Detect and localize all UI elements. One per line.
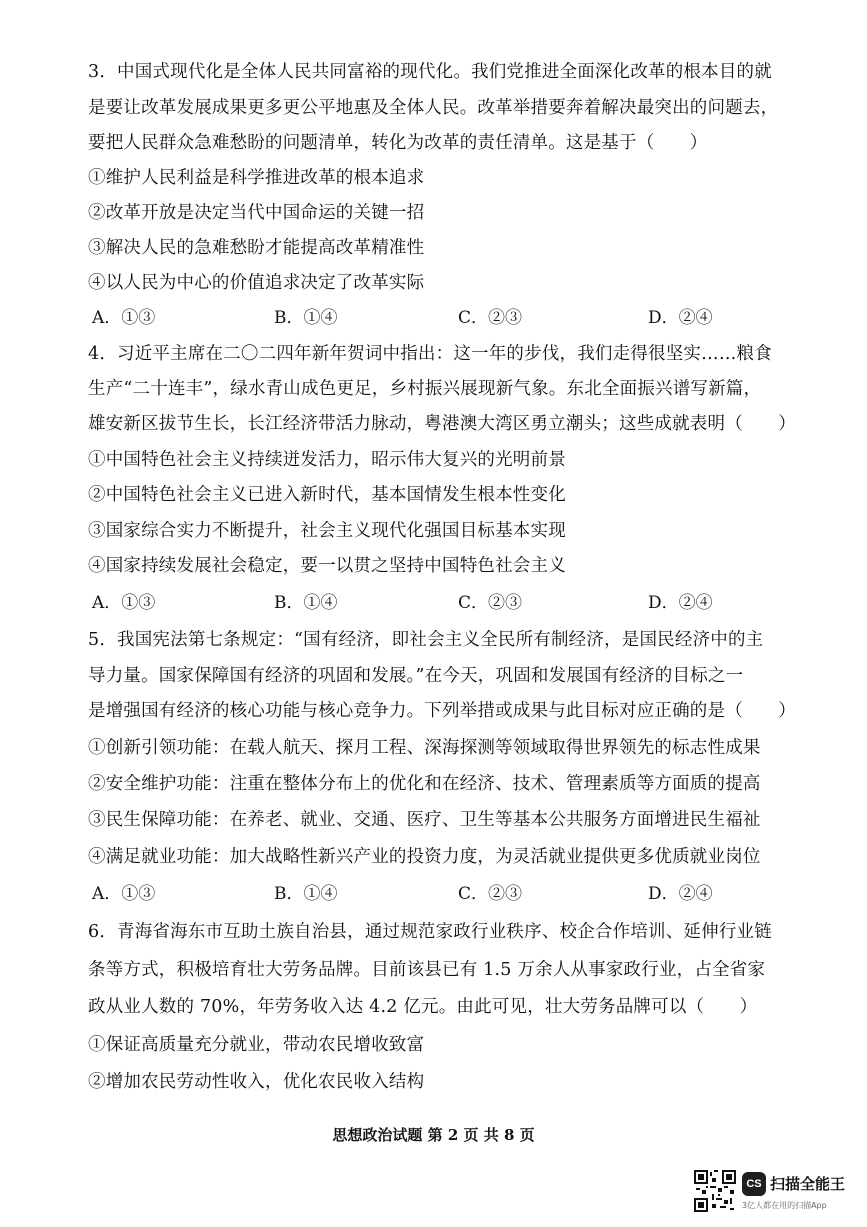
q5-item-3: ③民生保障功能：在养老、就业、交通、医疗、卫生等基本公共服务方面增进民生福祉 xyxy=(88,810,761,830)
q4-option-d: D．②④ xyxy=(648,593,713,613)
q3-stem-line-2: 是要让改革发展成果更多更公平地惠及全体人民。改革举措要奔着解决最突出的问题去， xyxy=(88,98,779,118)
scanner-watermark xyxy=(694,1170,854,1218)
q4-options xyxy=(88,591,808,615)
q3-stem-line-3: 要把人民群众急难愁盼的问题清单，转化为改革的责任清单。这是基于（ ） xyxy=(88,133,708,153)
q4-stem-line-1: 4．习近平主席在二〇二四年新年贺词中指出：这一年的步伐，我们走得很坚实……粮食 xyxy=(88,344,772,364)
q6-item-1: ①保证高质量充分就业，带动农民增收致富 xyxy=(88,1035,425,1055)
q3-option-c: C．②③ xyxy=(458,308,523,328)
q4-option-b: B．①④ xyxy=(274,593,338,613)
q5-item-4: ④满足就业功能：加大战略性新兴产业的投资力度，为灵活就业提供更多优质就业岗位 xyxy=(88,847,761,867)
camscanner-logo-icon: CS xyxy=(742,1172,766,1196)
q3-options xyxy=(88,306,808,330)
q3-option-d: D．②④ xyxy=(648,308,713,328)
q3-option-b: B．①④ xyxy=(274,308,338,328)
q4-option-c: C．②③ xyxy=(458,593,523,613)
q3-item-3: ③解决人民的急难愁盼才能提高改革精准性 xyxy=(88,238,425,258)
scanner-app-name: 扫描全能王 xyxy=(770,1175,846,1193)
page-footer: 思想政治试题 第 2 页 共 8 页 xyxy=(332,1126,535,1144)
q5-item-2: ②安全维护功能：注重在整体分布上的优化和在经济、技术、管理素质等方面质的提高 xyxy=(88,774,761,794)
q4-item-4: ④国家持续发展社会稳定，要一以贯之坚持中国特色社会主义 xyxy=(88,556,566,576)
scanner-tagline: 3亿人都在用的扫描App xyxy=(742,1201,827,1210)
q3-item-1: ①维护人民利益是科学推进改革的根本追求 xyxy=(88,168,425,188)
q4-stem-line-3: 雄安新区拔节生长，长江经济带活力脉动，粤港澳大湾区勇立潮头；这些成就表明（ ） xyxy=(88,414,796,434)
q5-stem-line-2: 导力量。国家保障国有经济的巩固和发展。”在今天，巩固和发展国有经济的目标之一 xyxy=(88,666,744,686)
q5-option-d: D．②④ xyxy=(648,884,713,904)
qr-code-icon xyxy=(694,1170,736,1212)
q4-item-1: ①中国特色社会主义持续迸发活力，昭示伟大复兴的光明前景 xyxy=(88,450,566,470)
q4-option-a: A．①③ xyxy=(92,593,156,613)
q5-stem-line-1: 5．我国宪法第七条规定：“国有经济，即社会主义全民所有制经济，是国民经济中的主 xyxy=(88,630,764,650)
q3-stem-line-1: 3．中国式现代化是全体人民共同富裕的现代化。我们党推进全面深化改革的根本目的就 xyxy=(88,62,772,82)
q6-stem-line-1: 6．青海省海东市互助土族自治县，通过规范家政行业秩序、校企合作培训、延伸行业链 xyxy=(88,922,772,942)
q6-stem-line-2: 条等方式，积极培育壮大劳务品牌。目前该县已有 1.5 万余人从事家政行业，占全省家 xyxy=(88,960,766,980)
q5-option-c: C．②③ xyxy=(458,884,523,904)
q5-stem-line-3: 是增强国有经济的核心功能与核心竞争力。下列举措或成果与此目标对应正确的是（ ） xyxy=(88,701,796,721)
q4-stem-line-2: 生产“二十连丰”，绿水青山成色更足，乡村振兴展现新气象。东北全面振兴谱写新篇， xyxy=(88,379,762,399)
q6-item-2: ②增加农民劳动性收入，优化农民收入结构 xyxy=(88,1072,425,1092)
q3-item-2: ②改革开放是决定当代中国命运的关键一招 xyxy=(88,203,425,223)
q3-item-4: ④以人民为中心的价值追求决定了改革实际 xyxy=(88,273,425,293)
q4-item-3: ③国家综合实力不断提升，社会主义现代化强国目标基本实现 xyxy=(88,521,566,541)
q5-item-1: ①创新引领功能：在载人航天、探月工程、深海探测等领域取得世界领先的标志性成果 xyxy=(88,738,761,758)
q6-stem-line-3: 政从业人数的 70%，年劳务收入达 4.2 亿元。由此可见，壮大劳务品牌可以（ ） xyxy=(88,997,758,1017)
q5-options xyxy=(88,882,808,906)
q3-option-a: A．①③ xyxy=(92,308,156,328)
q5-option-b: B．①④ xyxy=(274,884,338,904)
q5-option-a: A．①③ xyxy=(92,884,156,904)
q4-item-2: ②中国特色社会主义已进入新时代，基本国情发生根本性变化 xyxy=(88,485,566,505)
